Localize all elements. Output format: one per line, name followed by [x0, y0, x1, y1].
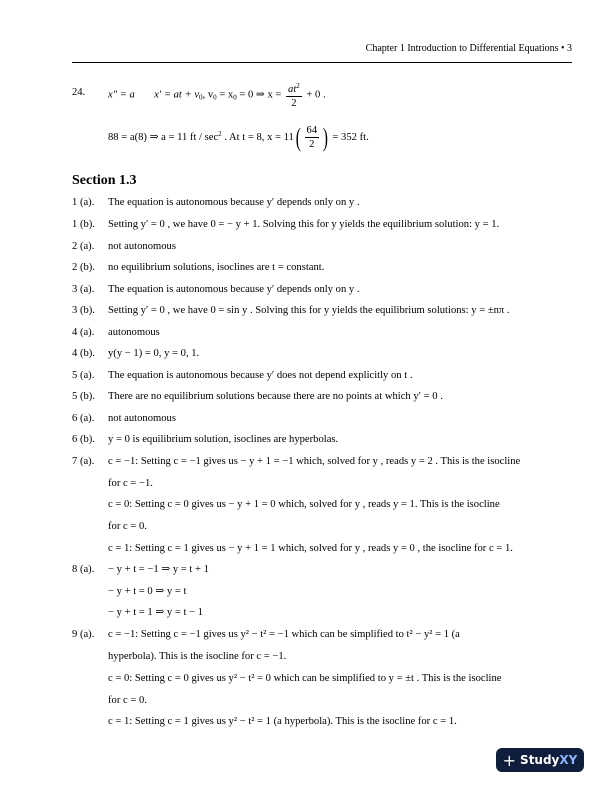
item-9-line: hyperbola). This is the isocline for c = −1.	[108, 651, 287, 662]
item-7-line: c = 0: Setting c = 0 gives us − y + 1 = 0 which, solved for y , reads y = 1. This is the isocline	[108, 499, 500, 510]
item-text: Setting y′ = 0 , we have 0 = sin y . Solving this for y yields the equilibrium solutions: y = ±nπ .	[108, 305, 510, 316]
item-text: The equation is autonomous because y′ depends only on y .	[108, 284, 360, 295]
fraction: $\frac{at^2}{2}$	[288, 82, 300, 109]
item-9-line: c = 1: Setting c = 1 gives us y² − t² = 1 (a hyperbola). This is the isocline for c = 1.	[108, 716, 457, 727]
item-text: not autonomous	[108, 241, 176, 252]
item-label: 8 (a).	[72, 564, 95, 575]
item-7-line: c = 1: Setting c = 1 gives us − y + 1 = 1 which, solved for y , reads y = 0 , the isocline for c = 1.	[108, 543, 513, 554]
item-text: y(y − 1) = 0, y = 0, 1.	[108, 348, 200, 359]
eq-part: . At t = 8, x = 11	[221, 131, 294, 143]
item-text: not autonomous	[108, 413, 176, 424]
eq-part: = x	[216, 89, 234, 101]
item-text: There are no equilibrium solutions because there are no points at which y′ = 0 .	[108, 391, 443, 402]
section-title: Section 1.3	[72, 173, 137, 188]
item-text: − y + t = −1 ⇒ y = t + 1	[108, 564, 209, 575]
problem-24-eq2: 88 = a(8) ⇒ a = 11 ft / $\sec^2$ . At t = 8, x = 11( $\frac{64}{2}$ ) = 352 ft.	[108, 122, 369, 152]
item-label: 3 (a).	[72, 284, 95, 295]
problem-24-eq1: x″ = a x′ = at + $v_0$, $v_0 = x_0 = 0$ ⇒ x = $\frac{at^2}{2}$ + 0 .	[108, 82, 326, 109]
item-label: 5 (b).	[72, 391, 95, 402]
studyxy-logo[interactable]	[496, 748, 584, 772]
item-text: c = −1: Setting c = −1 gives us y² − t² = −1 which can be simplified to t² − y² = 1 (a	[108, 629, 460, 640]
eq-part: = 0 ⇒ x =	[236, 89, 285, 101]
item-7-line: for c = −1.	[108, 478, 153, 489]
eq-part: x″ = a	[108, 89, 135, 101]
logo-text-accent: XY	[559, 753, 578, 767]
item-text: The equation is autonomous because y′ depends only on y .	[108, 197, 360, 208]
item-label: 1 (b).	[72, 219, 95, 230]
eq-part: x′ = at + v	[154, 89, 200, 101]
logo-text: Study	[520, 753, 560, 767]
frac-num: at	[288, 84, 297, 95]
plus-icon: +	[502, 750, 517, 770]
item-8-line: − y + t = 0 ⇒ y = t	[108, 586, 187, 597]
item-label: 4 (b).	[72, 348, 95, 359]
item-label: 2 (a).	[72, 241, 95, 252]
item-label: 4 (a).	[72, 327, 95, 338]
item-label: 1 (a).	[72, 197, 95, 208]
frac-num: 64	[306, 125, 318, 136]
item-label: 7 (a).	[72, 456, 95, 467]
item-label: 6 (b).	[72, 434, 95, 445]
eq-part: , v	[202, 89, 214, 101]
item-7-line: for c = 0.	[108, 521, 147, 532]
eq-part: 88 = a(8) ⇒ a = 11 ft / sec	[108, 131, 219, 143]
item-9-line: for c = 0.	[108, 695, 147, 706]
frac-den: 2	[291, 98, 297, 109]
eq-part: = 352 ft.	[329, 131, 369, 143]
item-8-line: − y + t = 1 ⇒ y = t − 1	[108, 607, 203, 618]
item-text: The equation is autonomous because y′ does not depend explicitly on t .	[108, 370, 413, 381]
item-label: 9 (a).	[72, 629, 95, 640]
item-text: y = 0 is equilibrium solution, isoclines are hyperbolas.	[108, 434, 339, 445]
problem-24-number: 24.	[72, 87, 86, 98]
item-9-line: c = 0: Setting c = 0 gives us y² − t² = 0 which can be simplified to y = ±t . This is the isocline	[108, 673, 502, 684]
item-text: Setting y′ = 0 , we have 0 = − y + 1. Solving this for y yields the equilibrium solution: y = 1.	[108, 219, 500, 230]
item-text: autonomous	[108, 327, 160, 338]
item-label: 3 (b).	[72, 305, 95, 316]
eq-part: + 0 .	[306, 89, 326, 101]
header-rule	[72, 62, 572, 63]
item-label: 5 (a).	[72, 370, 95, 381]
item-label: 6 (a).	[72, 413, 95, 424]
item-text: no equilibrium solutions, isoclines are t = constant.	[108, 262, 325, 273]
item-label: 2 (b).	[72, 262, 95, 273]
running-header: Chapter 1 Introduction to Differential Equations • 3	[365, 43, 572, 54]
item-text: c = −1: Setting c = −1 gives us − y + 1 = −1 which, solved for y , reads y = 2 . This is the isocline	[108, 456, 521, 467]
frac-den: 2	[309, 139, 315, 150]
fraction	[305, 124, 320, 151]
